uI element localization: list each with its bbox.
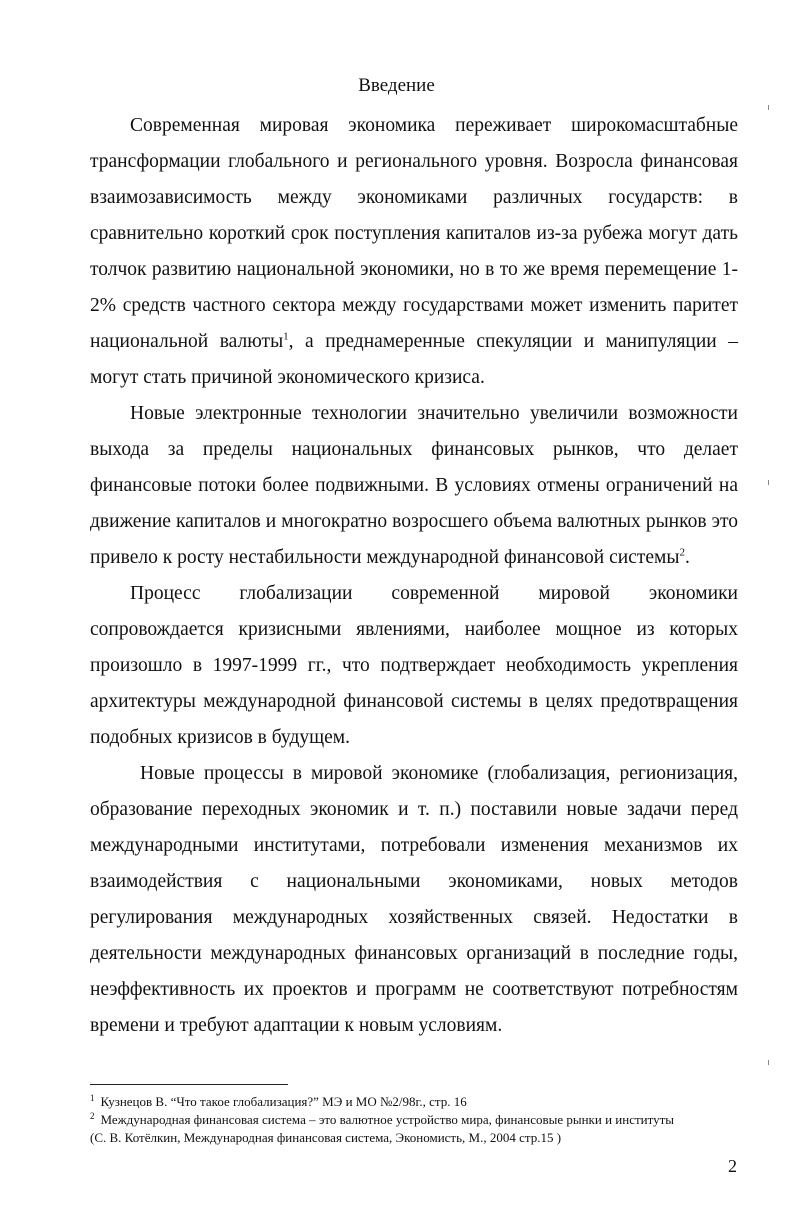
paragraph-3: Процесс глобализации современной мировой экономики сопровождается кризисными явлениями, наиболее мощное из которых произошло в 1997-1999 гг., что подтверждает необходимость укрепления архитектуры международной финансовой системы в целях предотвращения подобных кризисов в будущем. bbox=[90, 583, 738, 748]
paragraph-2 bbox=[90, 396, 738, 576]
main-text bbox=[90, 108, 738, 1044]
footnote-2-text: Международная финансовая система – это валютное устройство мира, финансовые рынки и институты bbox=[100, 1112, 675, 1127]
paragraph-1 bbox=[90, 108, 738, 396]
paragraph-4: Новые процессы в мировой экономике (глобализация, регионизация, образование переходных экономик и т. п.) поставили новые задачи перед международными институтами, потребовали изменения механизмов их взаимодействия с национальными экономиками, новых методов регулирования международных хозяйственных связей. Недостатки в деятельности международных финансовых организаций в последние годы, неэффективность их проектов и программ не соответствуют потребностям времени и требуют адаптации к новым условиям. bbox=[90, 763, 738, 1036]
footnotes bbox=[90, 1093, 740, 1147]
footnote-ref-2: 2 bbox=[679, 546, 685, 559]
footnote-1 bbox=[90, 1093, 740, 1111]
edge-mark-mid bbox=[768, 480, 769, 485]
footnote-2-continuation: (С. В. Котёлкин, Международная финансовая система, Экономисть, М., 2004 стр.15 ) bbox=[90, 1130, 562, 1145]
page-title: Введение bbox=[358, 75, 435, 96]
footnote-1-text: Кузнецов В. “Что такое глобализация?” МЭ и МО №2/98г., стр. 16 bbox=[100, 1094, 467, 1109]
paragraph-2-text: Новые электронные технологии значительно увеличили возможности выхода за пределы национальных финансовых рынков, что делает финансовые потоки более подвижными. В условиях отмены ограничений на движение капиталов и многократно возросшего объема валютных рынков это привело к росту нестабильности международной финансовой системы bbox=[90, 403, 738, 568]
page-number: 2 bbox=[728, 1156, 737, 1176]
footnote-ref-1: 1 bbox=[283, 330, 289, 343]
footnote-mark-1: 1 bbox=[90, 1092, 95, 1103]
paragraph-1-tail: , а преднамеренные спекуляции и манипуляции – могут стать причиной экономического кризиса. bbox=[90, 331, 738, 388]
footnote-mark-2: 2 bbox=[90, 1110, 95, 1121]
footnote-2 bbox=[90, 1111, 740, 1129]
edge-mark-low bbox=[768, 1060, 769, 1065]
edge-mark-top bbox=[768, 105, 769, 110]
paragraph-2-tail: . bbox=[684, 547, 690, 568]
paragraph-1-text: Современная мировая экономика переживает широкомасштабные трансформации глобального и регионального уровня. Возросла финансовая взаимозависимость между экономиками различных государств: в сравнительно короткий срок поступления капиталов из-за рубежа могут дать толчок развитию национальной экономики, но в то же время перемещение 1-2% средств частного сектора между государствами может изменить паритет национальной валюты bbox=[90, 115, 738, 352]
footnote-separator bbox=[90, 1084, 288, 1085]
